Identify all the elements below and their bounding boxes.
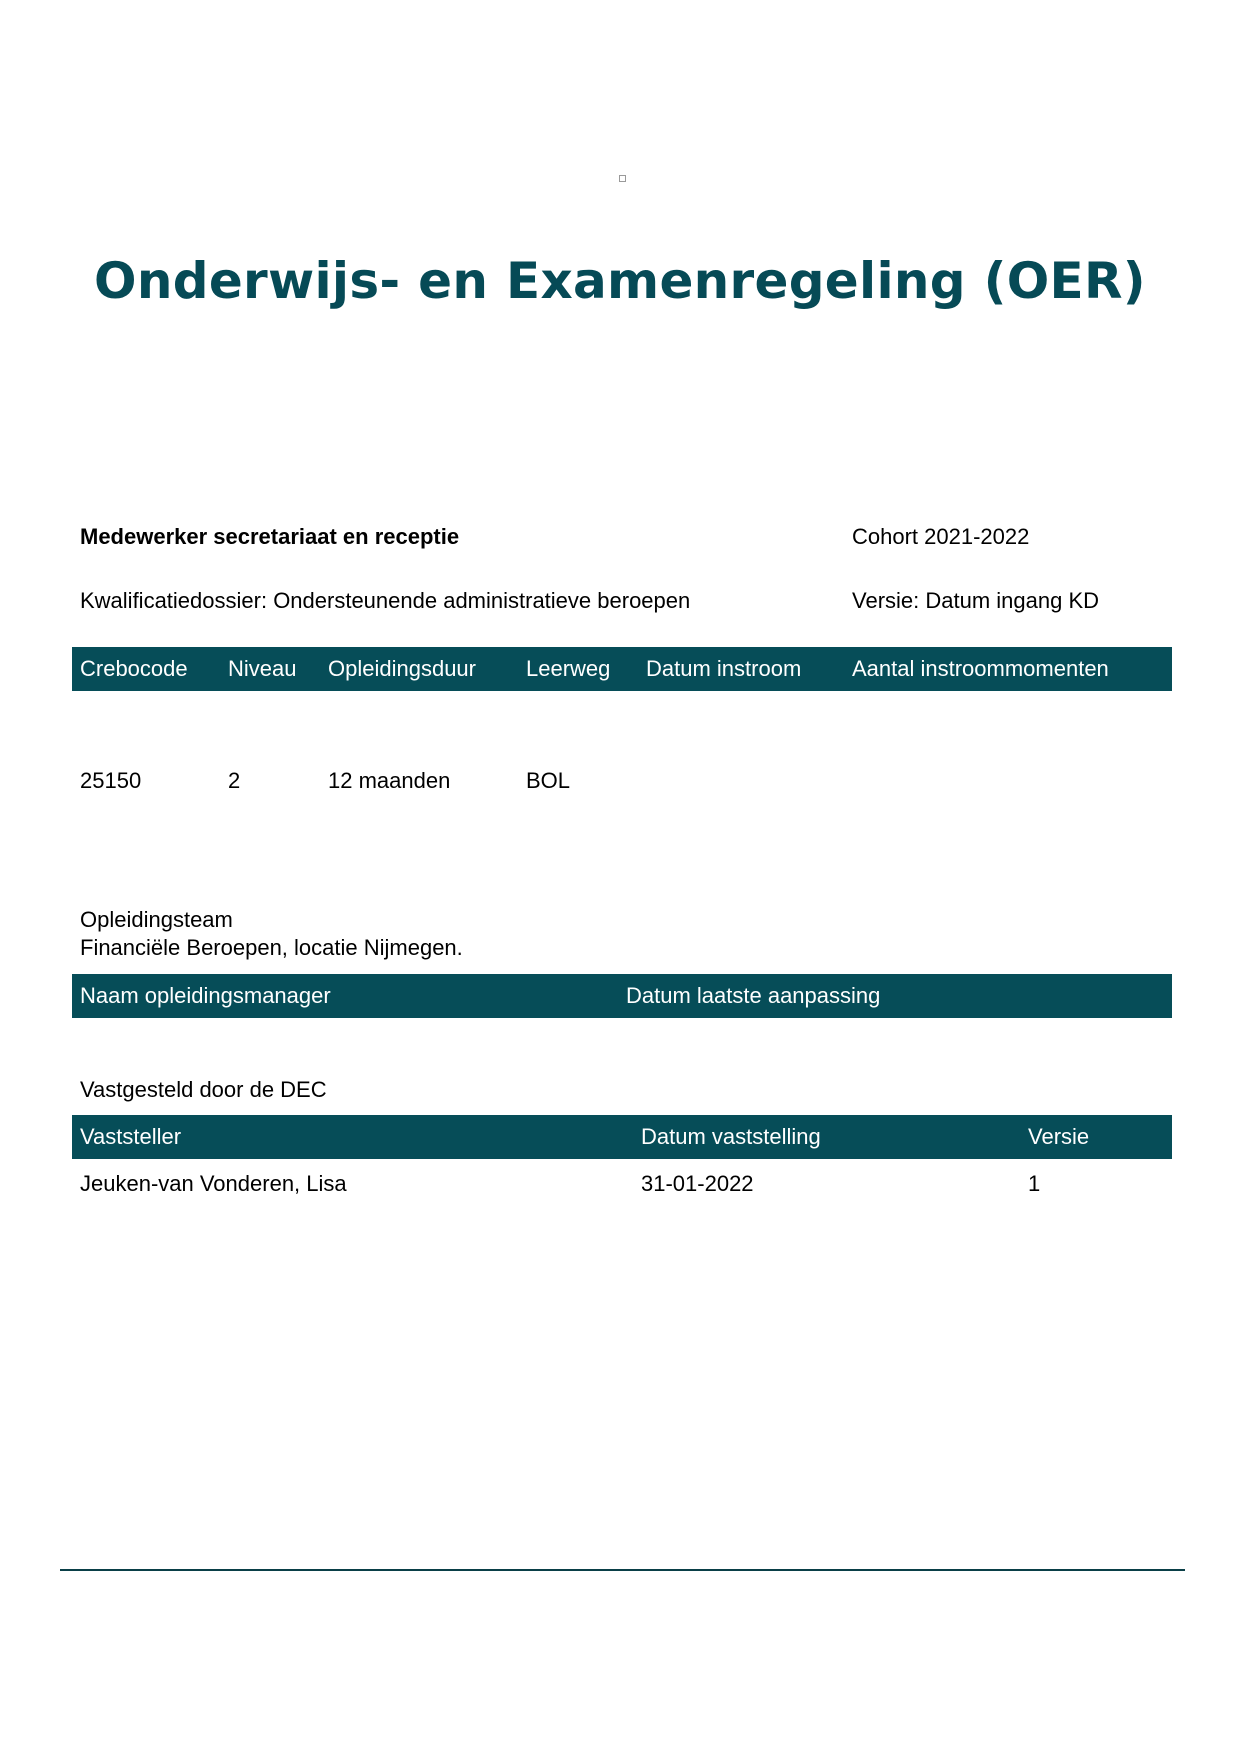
footer-divider — [60, 1569, 1185, 1571]
header-opleidingsduur: Opleidingsduur — [328, 656, 476, 681]
cell-niveau: 2 — [228, 768, 241, 793]
approval-table-header — [72, 1115, 1172, 1159]
cell-opleidingsduur: 12 maanden — [328, 768, 451, 793]
header-leerweg: Leerweg — [526, 656, 611, 681]
header-crebocode: Crebocode — [80, 656, 188, 681]
placeholder-marker — [619, 175, 626, 182]
cohort-label: Cohort 2021-2022 — [852, 524, 1030, 549]
team-label: Opleidingsteam — [80, 907, 233, 932]
header-naam-opleidingsmanager: Naam opleidingsmanager — [80, 983, 331, 1008]
cell-versie: 1 — [1028, 1171, 1041, 1196]
header-datum-instroom: Datum instroom — [646, 656, 802, 681]
header-aantal-instroommomenten: Aantal instroommomenten — [852, 656, 1109, 681]
approval-label: Vastgesteld door de DEC — [80, 1077, 327, 1102]
program-table-header — [72, 647, 1172, 691]
document-title: Onderwijs- en Examenregeling (OER) — [94, 252, 1146, 310]
version-note: Versie: Datum ingang KD — [852, 588, 1100, 613]
program-name: Medewerker secretariaat en receptie — [80, 524, 460, 549]
cell-crebocode: 25150 — [80, 768, 142, 793]
header-versie: Versie — [1028, 1124, 1090, 1149]
header-datum-laatste-aanpassing: Datum laatste aanpassing — [626, 983, 881, 1008]
header-datum-vaststelling: Datum vaststelling — [641, 1124, 821, 1149]
qualification-file: Kwalificatiedossier: Ondersteunende administratieve beroepen — [80, 588, 691, 613]
manager-table-header — [72, 974, 1172, 1018]
team-name: Financiële Beroepen, locatie Nijmegen. — [80, 935, 463, 960]
cell-datum-vaststelling: 31-01-2022 — [641, 1171, 754, 1196]
cell-leerweg: BOL — [526, 768, 571, 793]
header-niveau: Niveau — [228, 656, 297, 681]
header-vaststeller: Vaststeller — [80, 1124, 182, 1149]
cell-vaststeller: Jeuken-van Vonderen, Lisa — [80, 1171, 347, 1196]
